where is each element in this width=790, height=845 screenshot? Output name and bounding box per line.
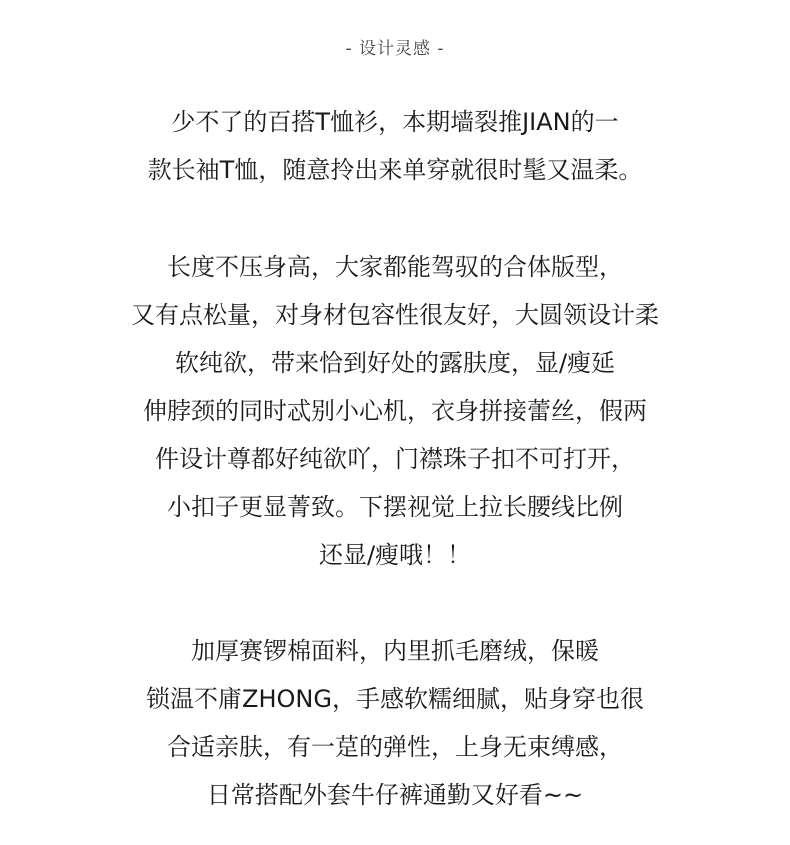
text-line: 日常搭配外套牛仔裤通勤又好看~~ xyxy=(206,781,584,809)
text-line: 少不了的百搭T恤衫，本期墙裂推JIAN的一 xyxy=(171,108,619,136)
text-line: 还显/瘦哦！！ xyxy=(318,541,472,569)
text-line: 小扣子更显菁致。下摆视觉上拉长腰线比例 xyxy=(167,493,623,521)
text-line: 件设计尊都好纯欲吖，门襟珠子扣不可打开， xyxy=(155,445,635,473)
text-line: 款长袖T恤，随意拎出来单穿就很时髦又温柔。 xyxy=(147,156,643,184)
text-line: 长度不压身高，大家都能驾驭的合体版型， xyxy=(167,253,623,281)
text-line: 伸脖颈的同时忒别小心机，衣身拼接蕾丝，假两 xyxy=(143,397,647,425)
paragraph-fabric xyxy=(0,627,790,819)
text-line: 锁温不庯ZHONG，手感软糯细腻，贴身穿也很 xyxy=(146,685,644,713)
text-line: 加厚赛锣棉面料，内里抓毛磨绒，保暖 xyxy=(191,637,599,665)
paragraph-fit xyxy=(0,243,790,579)
paragraph-intro xyxy=(0,98,790,194)
text-line: 软纯欲，带来恰到好处的露肤度，显/瘦延 xyxy=(174,349,616,377)
text-line: 又有点松量，对身材包容性很友好，大圆领设计柔 xyxy=(131,301,659,329)
section-title: - 设计灵感 - xyxy=(345,39,445,59)
text-line: 合适亲肤，有一莡的弹性，上身无束缚感， xyxy=(167,733,623,761)
